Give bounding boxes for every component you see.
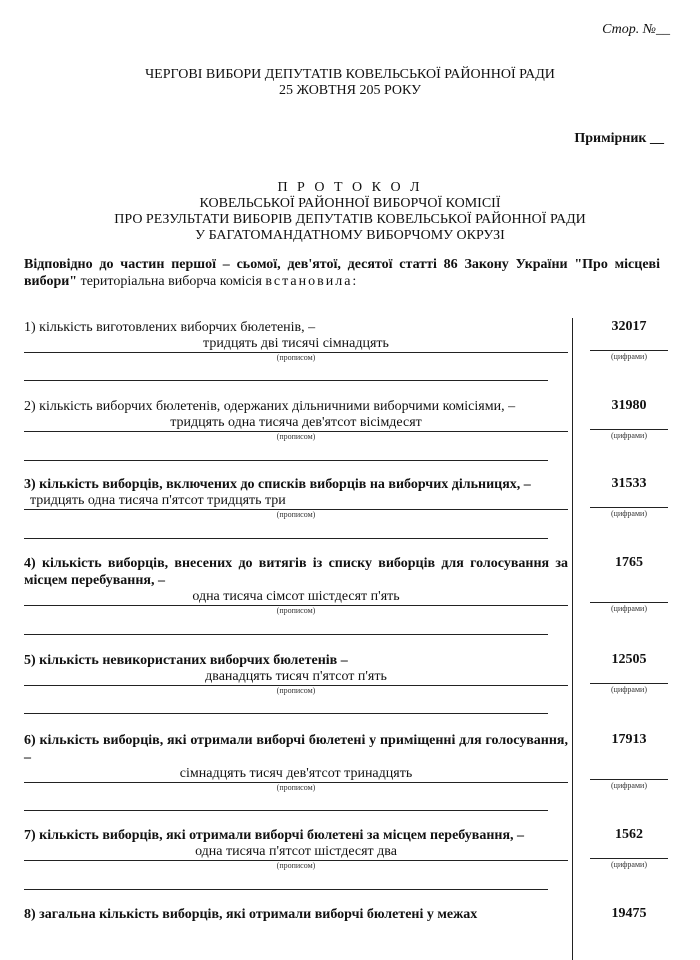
protocol-item-6 [24, 732, 568, 793]
digits-caption: (цифрами) [611, 509, 647, 518]
value-line [590, 683, 668, 684]
item-label: 6) кількість виборців, які отримали виборчі бюлетені у приміщенні для голосування, – [24, 733, 568, 765]
words-caption: (прописом) [276, 861, 316, 870]
value-line [590, 858, 668, 859]
divider-line [24, 889, 548, 890]
protocol-item-5 [24, 652, 568, 696]
item-value-4: 1765 [615, 555, 643, 570]
item-label: 5) кількість невикористаних виборчих бюлетенів – [24, 653, 348, 668]
item-words: одна тисяча сімсот шістдесят п'ять [24, 589, 568, 606]
divider-line [24, 713, 548, 714]
item-label: 8) загальна кількість виборців, які отримали виборчі бюлетені у межах [24, 907, 478, 922]
protocol-item-2 [24, 398, 568, 442]
item-value-1: 32017 [611, 319, 647, 334]
item-words: сімнадцять тисяч дев'ятсот тринадцять [24, 766, 568, 783]
column-divider [572, 318, 573, 960]
intro-commission: територіальна виборча комісія [77, 274, 266, 289]
digits-caption: (цифрами) [611, 685, 647, 694]
item-label: 2) кількість виборчих бюлетенів, одержаних дільничними виборчими комісіями, – [24, 399, 516, 414]
item-words: одна тисяча п'ятсот шістдесят два [24, 844, 568, 861]
words-caption: (прописом) [276, 432, 316, 441]
digits-caption: (цифрами) [611, 860, 647, 869]
intro-legal-basis: Відповідно до частин першої – сьомої, дев'ятої, десятої статті 86 Закону України "Про місцеві вибори" [24, 257, 660, 289]
item-value-2: 31980 [611, 398, 647, 413]
digits-caption: (цифрами) [611, 604, 647, 613]
election-header [0, 67, 700, 99]
item-label: 3) кількість виборців, включених до списків виборців на виборчих дільницях, – [24, 477, 531, 492]
item-value-3: 31533 [611, 476, 647, 491]
value-line [590, 429, 668, 430]
value-line [590, 507, 668, 508]
header-date: 25 ЖОВТНЯ 205 РОКУ [279, 83, 421, 98]
item-value-6: 17913 [611, 732, 647, 747]
protocol-line-1: КОВЕЛЬСЬКОЇ РАЙОННОЇ ВИБОРЧОЇ КОМІСІЇ [199, 196, 501, 211]
protocol-title: П Р О Т О К О Л [277, 180, 423, 195]
divider-line [24, 538, 548, 539]
item-words: дванадцять тисяч п'ятсот п'ять [24, 669, 568, 686]
item-label: 1) кількість виготовлених виборчих бюлетенів, – [24, 320, 316, 335]
digits-caption: (цифрами) [611, 781, 647, 790]
item-words: тридцять одна тисяча п'ятсот тридцять три [24, 493, 568, 510]
words-caption: (прописом) [276, 353, 316, 362]
words-caption: (прописом) [276, 606, 316, 615]
copy-number: Примірник __ [574, 131, 664, 146]
words-caption: (прописом) [276, 783, 316, 792]
item-label: 4) кількість виборців, внесених до витягів із списку виборців для голосування за місцем перебування, – [24, 556, 568, 588]
protocol-line-2: ПРО РЕЗУЛЬТАТИ ВИБОРІВ ДЕПУТАТІВ КОВЕЛЬСЬКОЇ РАЙОННОЇ РАДИ [114, 212, 586, 227]
item-words: тридцять одна тисяча дев'ятсот вісімдесят [24, 415, 568, 432]
protocol-item-8 [24, 906, 568, 923]
protocol-line-3: У БАГАТОМАНДАТНОМУ ВИБОРЧОМУ ОКРУЗІ [195, 228, 505, 243]
value-line [590, 602, 668, 603]
protocol-item-3 [24, 476, 568, 520]
item-label: 7) кількість виборців, які отримали виборчі бюлетені за місцем перебування, – [24, 828, 525, 843]
intro-paragraph [24, 256, 660, 290]
divider-line [24, 380, 548, 381]
intro-resolved: встановила: [265, 274, 359, 289]
item-words: тридцять дві тисячі сімнадцять [24, 336, 568, 353]
item-value-5: 12505 [611, 652, 647, 667]
digits-caption: (цифрами) [611, 431, 647, 440]
item-value-7: 1562 [615, 827, 643, 842]
words-caption: (прописом) [276, 686, 316, 695]
divider-line [24, 460, 548, 461]
digits-caption: (цифрами) [611, 352, 647, 361]
words-caption: (прописом) [276, 510, 316, 519]
value-line [590, 779, 668, 780]
protocol-heading [0, 180, 700, 244]
protocol-item-1 [24, 319, 568, 363]
value-line [590, 350, 668, 351]
header-title: ЧЕРГОВІ ВИБОРИ ДЕПУТАТІВ КОВЕЛЬСЬКОЇ РАЙОННОЇ РАДИ [145, 67, 555, 82]
divider-line [24, 634, 548, 635]
divider-line [24, 810, 548, 811]
protocol-item-4 [24, 555, 568, 616]
item-value-8: 19475 [611, 906, 647, 921]
page-number: Стор. №__ [602, 22, 670, 37]
protocol-item-7 [24, 827, 568, 871]
